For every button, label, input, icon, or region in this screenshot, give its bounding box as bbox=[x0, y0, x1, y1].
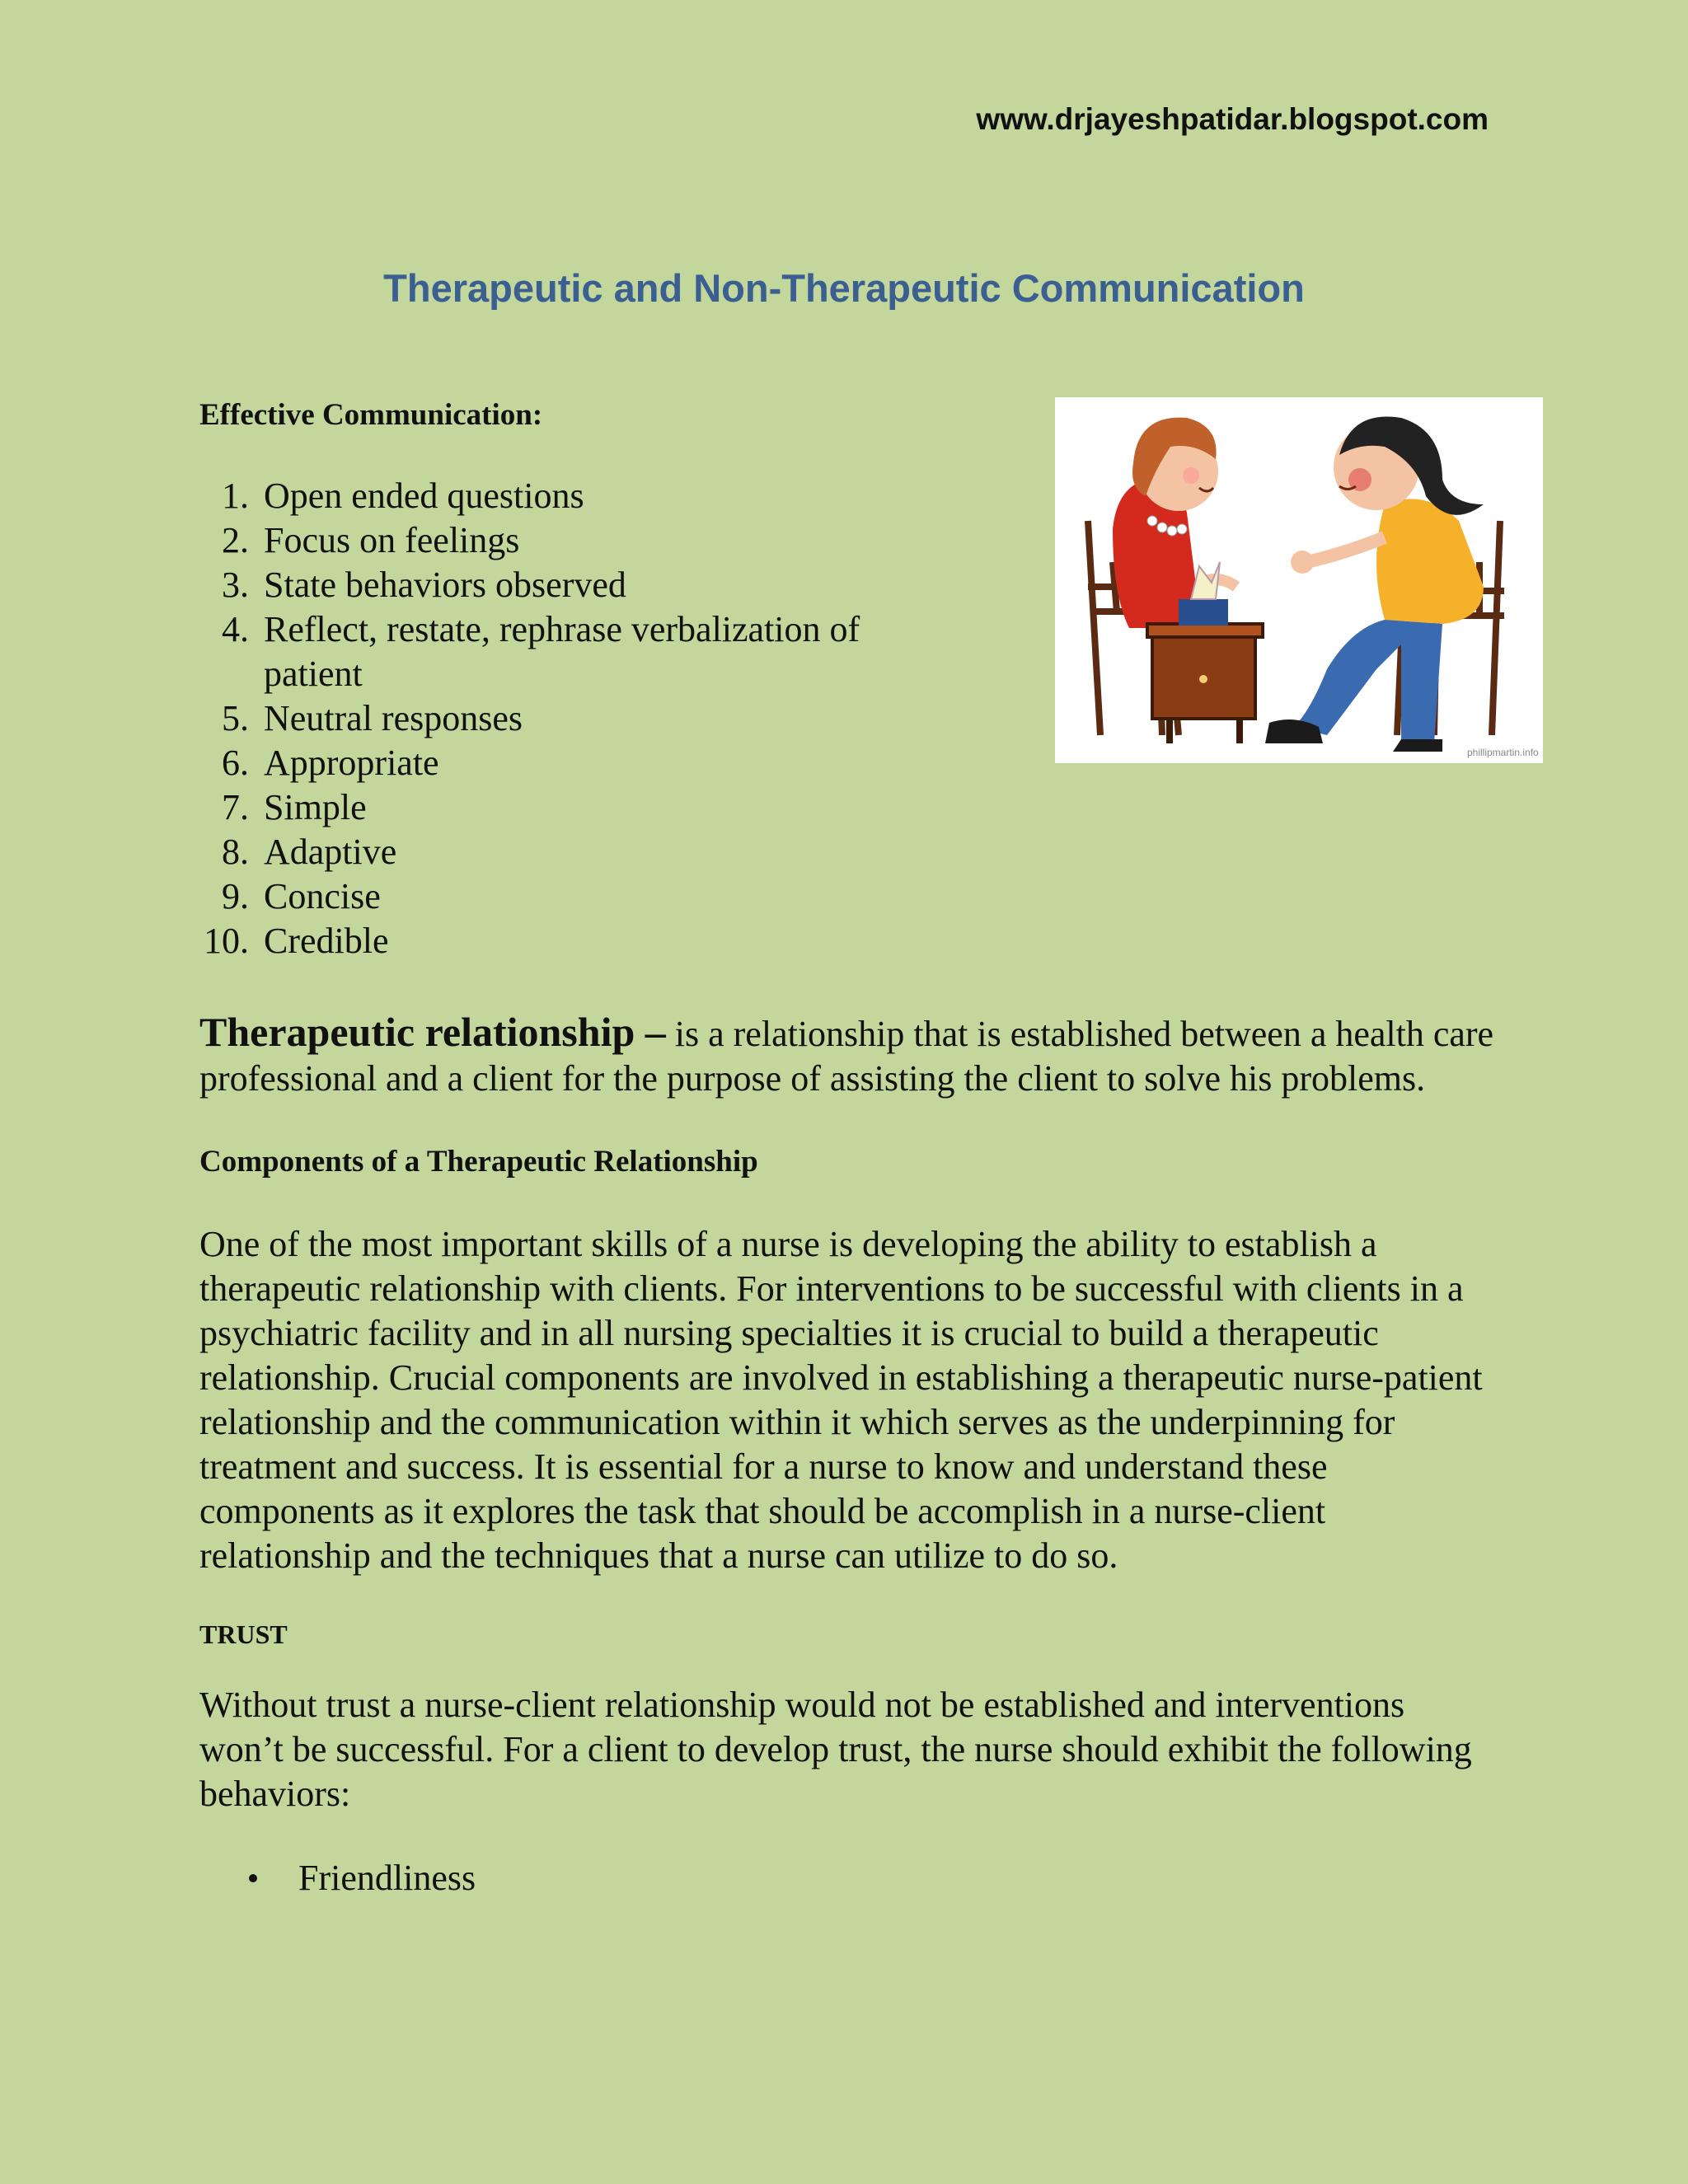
list-item-text: Concise bbox=[264, 876, 381, 916]
list-item bbox=[199, 1856, 1495, 1900]
list-item-number: 1. bbox=[222, 476, 249, 516]
components-paragraph: One of the most important skills of a nurse is developing the ability to establish a therapeutic relationship with clients. For interventions to be successful with clients in a psychiatric facility and in all nursing specialties it is crucial to build a therapeutic relationship. Crucial components are involved in establishing a therapeutic nurse-patient relationship and the communication within it which serves as the underpinning for treatment and success. It is essential for a nurse to know and understand these components as it explores the task that should be accomplish in a nurse-client relationship and the techniques that a nurse can utilize to do so. bbox=[199, 1224, 1483, 1576]
website-url: www.drjayeshpatidar.blogspot.com bbox=[976, 102, 1489, 136]
list-item-text: Appropriate bbox=[264, 743, 439, 783]
list-item-number: 3. bbox=[222, 565, 249, 605]
list-item-number: 9. bbox=[222, 876, 249, 916]
list-item-text: Reflect, restate, rephrase verbalization of patient bbox=[264, 609, 860, 694]
trust-behaviors-list bbox=[199, 1856, 1495, 1900]
list-item-text: Open ended questions bbox=[264, 476, 584, 516]
page-title: Therapeutic and Non-Therapeutic Communication bbox=[383, 266, 1305, 310]
list-item-text: Simple bbox=[264, 787, 367, 827]
trust-paragraph: Without trust a nurse-client relationship would not be established and interventions won’t be successful. For a client to develop trust, the nurse should exhibit the following behaviors: bbox=[199, 1685, 1472, 1814]
document-body bbox=[199, 397, 1495, 1900]
list-item bbox=[199, 919, 958, 963]
trust-heading: TRUST bbox=[199, 1619, 288, 1649]
list-item-text: State behaviors observed bbox=[264, 565, 626, 605]
list-item-number: 2. bbox=[222, 520, 249, 560]
list-item-number: 5. bbox=[222, 698, 249, 738]
list-item-text: Focus on feelings bbox=[264, 520, 520, 560]
list-item bbox=[199, 474, 958, 518]
list-item-text: Neutral responses bbox=[264, 698, 523, 738]
effective-communication-list bbox=[199, 474, 958, 963]
list-item-number: 8. bbox=[222, 832, 249, 872]
list-item bbox=[199, 785, 958, 830]
therapeutic-relationship-term: Therapeutic relationship – bbox=[199, 1009, 666, 1055]
illustration-credit: phillipmartin.info bbox=[1467, 747, 1539, 758]
list-item bbox=[199, 696, 958, 741]
effective-communication-heading: Effective Communication: bbox=[199, 398, 543, 432]
list-item-number: 7. bbox=[222, 787, 249, 827]
list-item-text: Adaptive bbox=[264, 832, 397, 872]
list-item bbox=[199, 874, 958, 919]
list-item-number: 4. bbox=[222, 609, 249, 649]
list-item bbox=[199, 830, 958, 874]
components-heading: Components of a Therapeutic Relationship bbox=[199, 1145, 758, 1179]
therapeutic-relationship-paragraph bbox=[199, 1010, 1495, 1101]
bullet-icon bbox=[249, 1874, 257, 1882]
list-item-number: 6. bbox=[222, 743, 249, 783]
list-item-text: Credible bbox=[264, 921, 389, 961]
therapeutic-relationship-definition: is a relationship that is established between a health care professional and a client for the purpose of assisting the client to solve his problems. bbox=[199, 1014, 1494, 1099]
list-item bbox=[199, 563, 958, 607]
list-item bbox=[199, 518, 958, 563]
list-item bbox=[199, 741, 958, 785]
bullet-text: Friendliness bbox=[298, 1858, 476, 1898]
list-item-number: 10. bbox=[204, 921, 249, 961]
list-item bbox=[199, 607, 958, 696]
